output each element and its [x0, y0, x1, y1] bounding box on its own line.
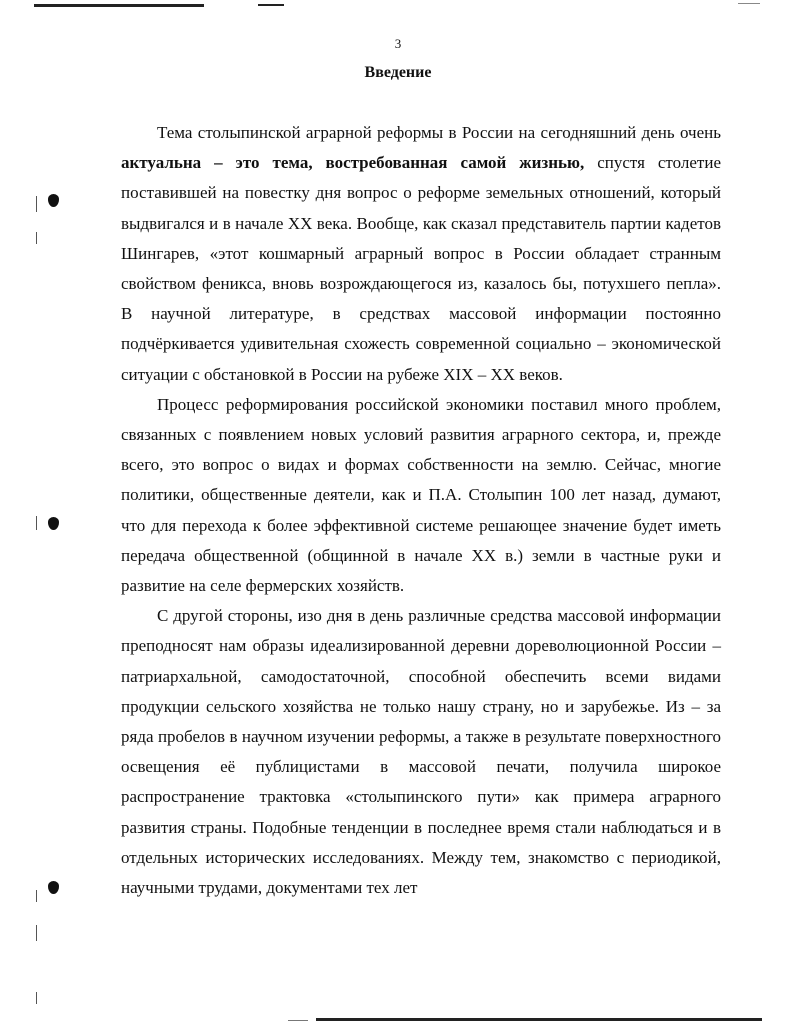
margin-tick-mark: [36, 992, 37, 1004]
margin-tick-mark: [36, 925, 37, 941]
page-number: 3: [394, 36, 402, 51]
margin-hole-punch-mark: [48, 194, 59, 207]
scan-edge-line-bottom: [316, 1018, 762, 1021]
paragraph-1-intro: Тема столыпинской аграрной реформы в России на сегодняшний день очень: [157, 123, 721, 142]
margin-hole-punch-mark: [48, 881, 59, 894]
margin-tick-mark: [36, 232, 37, 244]
margin-hole-punch-mark: [48, 517, 59, 530]
paragraph-1: [121, 118, 721, 390]
scan-edge-line-top-right: [738, 3, 760, 4]
scan-edge-line-top-mid: [258, 4, 284, 6]
scan-edge-line-bottom-left: [288, 1020, 308, 1021]
scan-edge-line-top-left: [34, 4, 204, 7]
margin-tick-mark: [36, 890, 37, 902]
page-title: Введение: [364, 64, 432, 81]
margin-tick-mark: [36, 196, 37, 212]
document-body: [121, 118, 721, 903]
margin-tick-mark: [36, 516, 37, 530]
paragraph-2: Процесс реформирования российской экономики поставил много проблем, связанных с появлением новых условий развития аграрного сектора, и, прежде всего, это вопрос о видах и формах собственности на землю. Сейчас, многие политики, общественные деятели, как и П.А. Столыпин 100 лет назад, думают, что для перехода к более эффективной системе решающее значение будет иметь передача общественной (общинной в начале XX в.) земли в частные руки и развитие на селе фермерских хозяйств.: [121, 394, 721, 596]
paragraph-1-rest: спустя столетие поставившей на повестку дня вопрос о реформе земельных отношений, который выдвигался и в начале XX века. Вообще, как сказал представитель партии кадетов Шингарев, «этот кошмарный аграрный вопрос в России обладает странным свойством феникса, вновь возрождающегося из, казалось бы, потухшего пепла». В научной литературе, в средствах массовой информации постоянно подчёркивается удивительная схожесть современной социально – экономической ситуации с обстановкой в России на рубеже XIX – XX веков.: [121, 153, 722, 384]
paragraph-1-emphasis: актуальна – это тема, востребованная самой жизнью,: [121, 153, 585, 173]
paragraph-3: С другой стороны, изо дня в день различные средства массовой информации преподносят нам образы идеализированной деревни дореволюционной России – патриархальной, самодостаточной, способной обеспечить всеми видами продукции сельского хозяйства не только нашу страну, но и зарубежье. Из – за ряда пробелов в научном изучении реформы, а также в результате поверхностного освещения её публицистами в массовой печати, получила широкое распространение трактовка «столыпинского пути» как примера аграрного развития страны. Подобные тенденции в последнее время стали наблюдаться и в отдельных исторических исследованиях. Между тем, знакомство с периодикой, научными трудами, документами тех лет: [121, 606, 721, 898]
